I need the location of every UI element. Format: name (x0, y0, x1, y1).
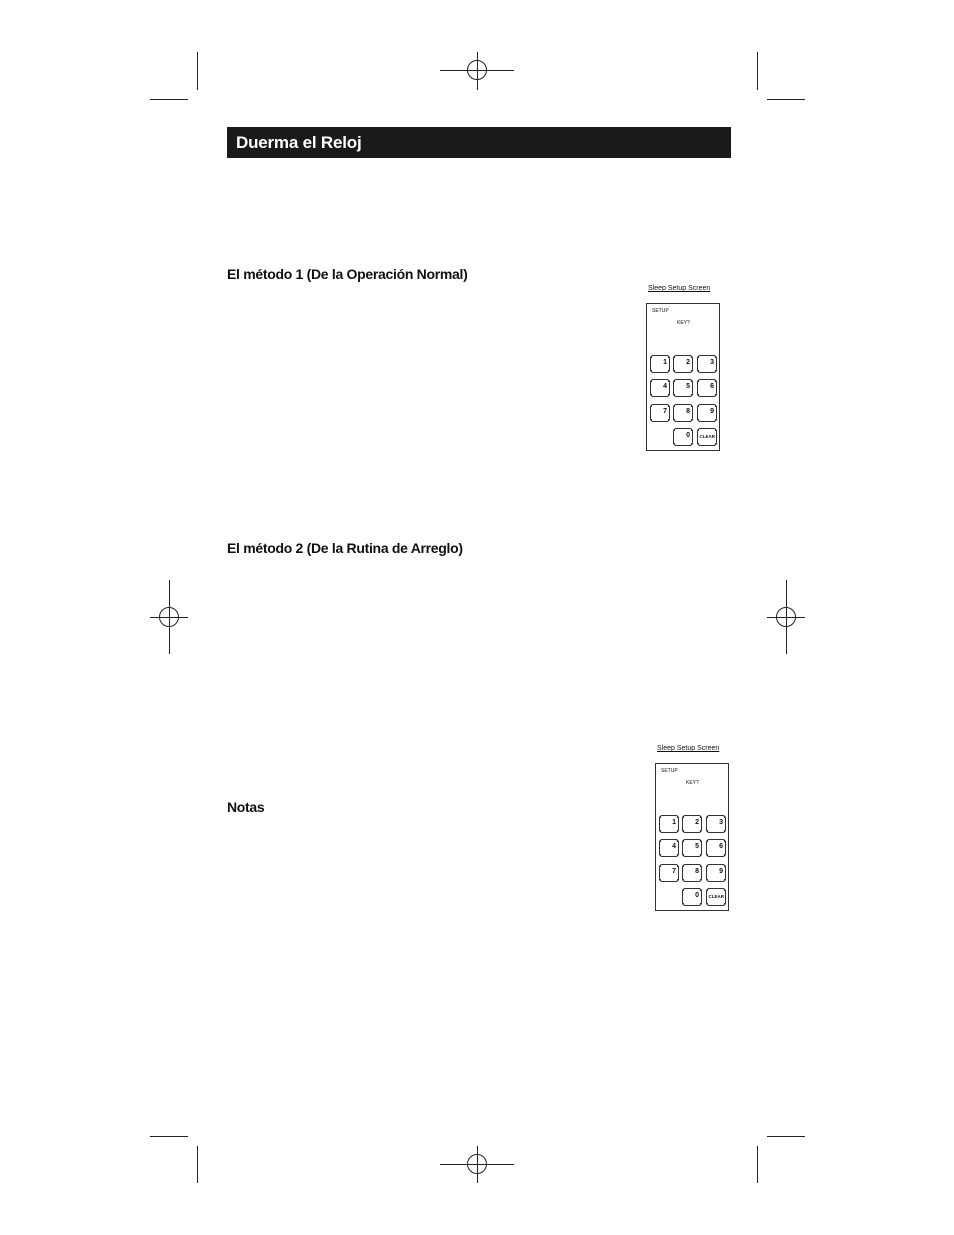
crop-mark (150, 1136, 188, 1137)
keypad-key-label: 5 (695, 843, 699, 850)
keypad-key[interactable] (682, 865, 702, 881)
keypad-key-label: 3 (710, 359, 714, 366)
keypad-key[interactable] (697, 356, 717, 372)
keypad-key-label: 7 (663, 408, 667, 415)
mode-label: SETUP (652, 308, 669, 314)
keypad-key-label: 4 (672, 843, 676, 850)
keypad-key-label: 9 (719, 868, 723, 875)
keypad-key[interactable] (697, 380, 717, 396)
keypad-key-label: 0 (695, 892, 699, 899)
registration-mark (467, 60, 487, 80)
keypad-key[interactable] (697, 429, 717, 445)
keypad-key[interactable] (706, 889, 726, 905)
keypad-key[interactable] (650, 380, 670, 396)
keypad-key[interactable] (673, 380, 693, 396)
keypad-key-label: 7 (672, 868, 676, 875)
key-prompt: KEY? (686, 780, 699, 786)
keypad-key-label: 2 (686, 359, 690, 366)
crop-mark (757, 52, 758, 90)
keypad-key[interactable] (673, 405, 693, 421)
crop-mark (150, 99, 188, 100)
registration-mark (467, 1154, 487, 1174)
keypad-key-label: 1 (672, 819, 676, 826)
keypad-key[interactable] (650, 405, 670, 421)
keypad-key[interactable] (650, 356, 670, 372)
keypad-key-label: 2 (695, 819, 699, 826)
sleep-setup-screen (646, 303, 720, 451)
crop-mark (767, 99, 805, 100)
keypad-key-label: 1 (663, 359, 667, 366)
keypad-key-label: 3 (719, 819, 723, 826)
method-1-heading: El método 1 (De la Operación Normal) (227, 266, 468, 282)
screen-caption: Sleep Setup Screen (657, 745, 720, 752)
keypad-key-label: 8 (686, 408, 690, 415)
keypad-key-label: CLEAR (699, 434, 715, 439)
notes-heading: Notas (227, 799, 265, 815)
registration-mark (776, 607, 796, 627)
keypad-key[interactable] (682, 840, 702, 856)
page-title: Duerma el Reloj (227, 127, 731, 158)
keypad-key-label: 4 (663, 383, 667, 390)
keypad-key[interactable] (706, 840, 726, 856)
method-2-heading: El método 2 (De la Rutina de Arreglo) (227, 540, 463, 556)
screen-caption: Sleep Setup Screen (648, 285, 711, 292)
keypad-key[interactable] (682, 889, 702, 905)
keypad-key[interactable] (659, 816, 679, 832)
keypad-key[interactable] (673, 429, 693, 445)
crop-mark (767, 1136, 805, 1137)
keypad-key-label: 5 (686, 383, 690, 390)
keypad-key-label: 0 (686, 432, 690, 439)
keypad-key[interactable] (706, 816, 726, 832)
keypad-key[interactable] (659, 865, 679, 881)
keypad-key[interactable] (673, 356, 693, 372)
keypad-key-label: CLEAR (708, 894, 724, 899)
mode-label: SETUP (661, 768, 678, 774)
registration-mark (159, 607, 179, 627)
keypad-key-label: 6 (710, 383, 714, 390)
keypad-key[interactable] (682, 816, 702, 832)
crop-mark (197, 1146, 198, 1183)
keypad-key[interactable] (659, 840, 679, 856)
crop-mark (197, 52, 198, 90)
key-prompt: KEY? (677, 320, 690, 326)
keypad-key-label: 8 (695, 868, 699, 875)
keypad-key[interactable] (706, 865, 726, 881)
keypad-key[interactable] (697, 405, 717, 421)
keypad-key-label: 6 (719, 843, 723, 850)
sleep-setup-screen (655, 763, 729, 911)
keypad-key-label: 9 (710, 408, 714, 415)
crop-mark (757, 1146, 758, 1183)
